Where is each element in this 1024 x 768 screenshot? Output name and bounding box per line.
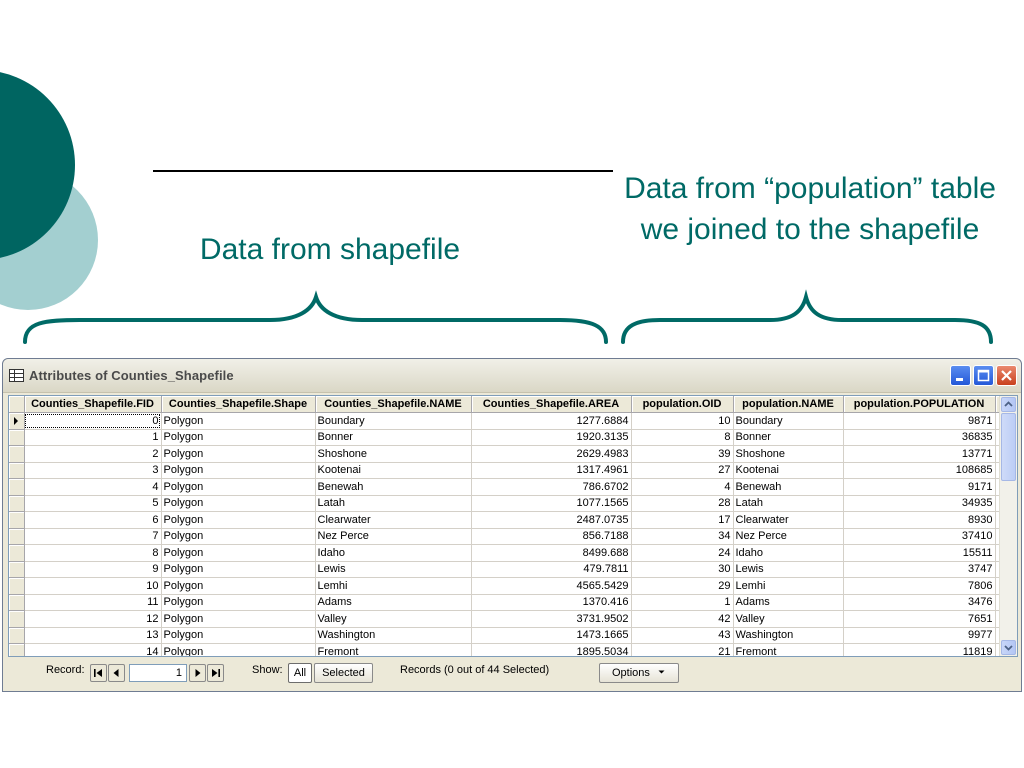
options-button[interactable]: [599, 663, 679, 683]
table-cell[interactable]: Valley: [733, 611, 843, 628]
row-selector[interactable]: [9, 479, 24, 496]
column-header[interactable]: Counties_Shapefile.NAME: [315, 396, 471, 413]
row-selector[interactable]: [9, 495, 24, 512]
table-cell[interactable]: 1: [24, 429, 161, 446]
scroll-down-button[interactable]: [1001, 640, 1016, 655]
table-cell[interactable]: 17: [631, 512, 733, 529]
table-cell[interactable]: Polygon: [161, 627, 315, 644]
current-row-icon: [14, 417, 18, 425]
table-body: [9, 413, 1000, 658]
table-cell[interactable]: 4: [631, 479, 733, 496]
table-cell[interactable]: 27: [631, 462, 733, 479]
table-cell[interactable]: 12: [24, 611, 161, 628]
table-cell[interactable]: 10: [24, 578, 161, 595]
table-cell[interactable]: 108685: [843, 462, 995, 479]
row-selector[interactable]: [9, 644, 24, 658]
column-header[interactable]: Counties_Shapefile.AREA: [471, 396, 631, 413]
table-cell[interactable]: 2487.0735: [471, 512, 631, 529]
table-row[interactable]: [9, 594, 1000, 611]
table-cell[interactable]: 1: [631, 594, 733, 611]
table-cell[interactable]: Polygon: [161, 528, 315, 545]
table-cell[interactable]: 479.7811: [471, 561, 631, 578]
row-selector[interactable]: [9, 561, 24, 578]
row-selector[interactable]: [9, 528, 24, 545]
column-header[interactable]: Counties_Shapefile.Shape: [161, 396, 315, 413]
prev-record-button[interactable]: [108, 664, 125, 682]
column-header[interactable]: population.OID: [631, 396, 733, 413]
table-cell[interactable]: 2: [24, 446, 161, 463]
table-row[interactable]: [9, 462, 1000, 479]
attribute-grid: [9, 396, 1001, 657]
table-cell[interactable]: 7806: [843, 578, 995, 595]
table-cell[interactable]: 1895.5034: [471, 644, 631, 658]
table-cell[interactable]: 9: [24, 561, 161, 578]
table-cell[interactable]: Washington: [733, 627, 843, 644]
row-selector[interactable]: [9, 462, 24, 479]
table-cell[interactable]: Kootenai: [315, 462, 471, 479]
show-selected-button[interactable]: Selected: [314, 663, 373, 683]
records-status: Records (0 out of 44 Selected): [400, 664, 550, 676]
table-cell[interactable]: Polygon: [161, 644, 315, 658]
table-cell[interactable]: Polygon: [161, 495, 315, 512]
table-cell[interactable]: 11: [24, 594, 161, 611]
table-cell[interactable]: 29: [631, 578, 733, 595]
attribute-table: [8, 395, 1018, 657]
table-cell[interactable]: 7: [24, 528, 161, 545]
row-selector[interactable]: [9, 611, 24, 628]
show-label: Show:: [252, 664, 283, 676]
caption-population: Data from “population” table we joined to the shapefile: [624, 172, 996, 246]
right-curly-brace: [623, 297, 991, 342]
table-cell[interactable]: 1317.4961: [471, 462, 631, 479]
first-record-button[interactable]: [90, 664, 107, 682]
table-cell[interactable]: 8: [631, 429, 733, 446]
table-row[interactable]: [9, 627, 1000, 644]
table-cell[interactable]: 13771: [843, 446, 995, 463]
minimize-icon: [951, 366, 970, 385]
table-cell[interactable]: 3747: [843, 561, 995, 578]
table-row[interactable]: [9, 611, 1000, 628]
next-record-button[interactable]: [189, 664, 206, 682]
table-cell[interactable]: Clearwater: [733, 512, 843, 529]
table-cell[interactable]: Polygon: [161, 512, 315, 529]
table-row[interactable]: [9, 495, 1000, 512]
table-cell[interactable]: Lewis: [733, 561, 843, 578]
table-cell[interactable]: Fremont: [733, 644, 843, 658]
table-cell[interactable]: 1473.1665: [471, 627, 631, 644]
table-row[interactable]: [9, 528, 1000, 545]
row-selector[interactable]: [9, 413, 24, 430]
window-title: Attributes of Counties_Shapefile: [29, 368, 234, 383]
braces: [0, 0, 1024, 360]
last-record-button[interactable]: [207, 664, 224, 682]
table-cell[interactable]: Polygon: [161, 594, 315, 611]
table-cell[interactable]: Lemhi: [315, 578, 471, 595]
table-row[interactable]: [9, 413, 1000, 430]
table-cell[interactable]: Adams: [733, 594, 843, 611]
row-selector[interactable]: [9, 578, 24, 595]
table-cell[interactable]: Fremont: [315, 644, 471, 658]
table-cell[interactable]: Benewah: [315, 479, 471, 496]
table-cell[interactable]: 21: [631, 644, 733, 658]
table-cell[interactable]: 11819: [843, 644, 995, 658]
table-cell[interactable]: Clearwater: [315, 512, 471, 529]
table-cell[interactable]: Idaho: [315, 545, 471, 562]
table-cell[interactable]: 10: [631, 413, 733, 430]
table-cell[interactable]: 4: [24, 479, 161, 496]
table-cell[interactable]: 15511: [843, 545, 995, 562]
column-header[interactable]: population.NAME: [733, 396, 843, 413]
table-cell[interactable]: Polygon: [161, 429, 315, 446]
table-row[interactable]: [9, 512, 1000, 529]
row-selector[interactable]: [9, 446, 24, 463]
table-row[interactable]: [9, 644, 1000, 658]
last-record-icon: [208, 665, 223, 681]
table-cell[interactable]: 37410: [843, 528, 995, 545]
table-row[interactable]: [9, 578, 1000, 595]
scroll-thumb[interactable]: [1001, 413, 1016, 481]
record-number-input[interactable]: 1: [129, 664, 187, 682]
table-cell[interactable]: 9871: [843, 413, 995, 430]
table-cell[interactable]: Nez Perce: [733, 528, 843, 545]
table-cell[interactable]: Bonner: [733, 429, 843, 446]
table-cell[interactable]: Lewis: [315, 561, 471, 578]
table-cell[interactable]: 14: [24, 644, 161, 658]
table-row[interactable]: [9, 561, 1000, 578]
table-cell[interactable]: 9171: [843, 479, 995, 496]
chevron-up-icon: [1002, 398, 1015, 411]
table-cell[interactable]: 1370.416: [471, 594, 631, 611]
options-label: Options: [612, 667, 650, 679]
table-row[interactable]: [9, 545, 1000, 562]
table-cell[interactable]: Lemhi: [733, 578, 843, 595]
table-cell[interactable]: 28: [631, 495, 733, 512]
table-cell[interactable]: Latah: [733, 495, 843, 512]
table-cell[interactable]: 36835: [843, 429, 995, 446]
table-cell[interactable]: 1077.1565: [471, 495, 631, 512]
prev-record-icon: [109, 665, 124, 681]
table-cell[interactable]: Adams: [315, 594, 471, 611]
first-record-icon: [91, 665, 106, 681]
header-row: [9, 396, 1000, 413]
table-cell[interactable]: 1277.6884: [471, 413, 631, 430]
record-label: Record:: [46, 664, 85, 676]
maximize-button[interactable]: [973, 365, 994, 386]
table-icon: [9, 369, 24, 382]
table-cell[interactable]: Polygon: [161, 561, 315, 578]
attributes-window: [2, 358, 1022, 692]
row-selector[interactable]: [9, 545, 24, 562]
table-cell[interactable]: Shoshone: [733, 446, 843, 463]
left-curly-brace: [25, 297, 606, 342]
close-icon: [997, 366, 1016, 385]
table-row[interactable]: [9, 446, 1000, 463]
table-cell[interactable]: 8930: [843, 512, 995, 529]
close-button[interactable]: [996, 365, 1017, 386]
row-selector[interactable]: [9, 627, 24, 644]
row-selector[interactable]: [9, 429, 24, 446]
table-cell[interactable]: 8: [24, 545, 161, 562]
chevron-down-icon: [1002, 641, 1015, 654]
caption-shapefile: Data from shapefile: [199, 233, 461, 266]
table-cell[interactable]: Polygon: [161, 578, 315, 595]
table-cell[interactable]: Polygon: [161, 545, 315, 562]
table-cell[interactable]: 4565.5429: [471, 578, 631, 595]
vertical-scrollbar[interactable]: [999, 396, 1017, 656]
table-cell[interactable]: Polygon: [161, 446, 315, 463]
table-row[interactable]: [9, 479, 1000, 496]
row-selector-header[interactable]: [9, 396, 24, 413]
table-cell[interactable]: 7651: [843, 611, 995, 628]
table-cell[interactable]: 8499.688: [471, 545, 631, 562]
table-cell[interactable]: 2629.4983: [471, 446, 631, 463]
table-cell[interactable]: 1920.3135: [471, 429, 631, 446]
maximize-icon: [974, 366, 993, 385]
table-cell[interactable]: Polygon: [161, 479, 315, 496]
table-cell[interactable]: Nez Perce: [315, 528, 471, 545]
table-cell[interactable]: Idaho: [733, 545, 843, 562]
table-cell[interactable]: 3476: [843, 594, 995, 611]
table-cell[interactable]: 6: [24, 512, 161, 529]
window-controls: [950, 365, 1017, 386]
table-cell[interactable]: 24: [631, 545, 733, 562]
table-cell[interactable]: 5: [24, 495, 161, 512]
table-cell[interactable]: 13: [24, 627, 161, 644]
table-cell[interactable]: Washington: [315, 627, 471, 644]
table-cell[interactable]: Benewah: [733, 479, 843, 496]
window-titlebar[interactable]: [3, 359, 1021, 393]
table-cell[interactable]: Polygon: [161, 413, 315, 430]
table-cell[interactable]: 34: [631, 528, 733, 545]
table-cell[interactable]: 9977: [843, 627, 995, 644]
table-cell[interactable]: 786.6702: [471, 479, 631, 496]
column-header[interactable]: Counties_Shapefile.FID: [24, 396, 161, 413]
column-header[interactable]: population.POPULATION: [843, 396, 995, 413]
table-cell[interactable]: 34935: [843, 495, 995, 512]
table-cell[interactable]: 39: [631, 446, 733, 463]
table-cell[interactable]: Polygon: [161, 462, 315, 479]
chevron-down-icon: [657, 668, 666, 676]
minimize-button[interactable]: [950, 365, 971, 386]
table-cell[interactable]: Valley: [315, 611, 471, 628]
record-navigation-bar: [8, 659, 1018, 687]
table-cell[interactable]: Kootenai: [733, 462, 843, 479]
table-cell[interactable]: 0: [24, 413, 161, 430]
table-cell[interactable]: Bonner: [315, 429, 471, 446]
table-cell[interactable]: Boundary: [315, 413, 471, 430]
table-cell[interactable]: Polygon: [161, 611, 315, 628]
table-cell[interactable]: 30: [631, 561, 733, 578]
scroll-up-button[interactable]: [1001, 397, 1016, 412]
table-cell[interactable]: 3731.9502: [471, 611, 631, 628]
table-cell[interactable]: 856.7188: [471, 528, 631, 545]
row-selector[interactable]: [9, 594, 24, 611]
show-all-button[interactable]: All: [288, 663, 312, 683]
table-cell[interactable]: Latah: [315, 495, 471, 512]
table-cell[interactable]: Boundary: [733, 413, 843, 430]
table-cell[interactable]: 42: [631, 611, 733, 628]
table-cell[interactable]: Shoshone: [315, 446, 471, 463]
row-selector[interactable]: [9, 512, 24, 529]
table-row[interactable]: [9, 429, 1000, 446]
table-cell[interactable]: 3: [24, 462, 161, 479]
table-cell[interactable]: 43: [631, 627, 733, 644]
next-record-icon: [190, 665, 205, 681]
